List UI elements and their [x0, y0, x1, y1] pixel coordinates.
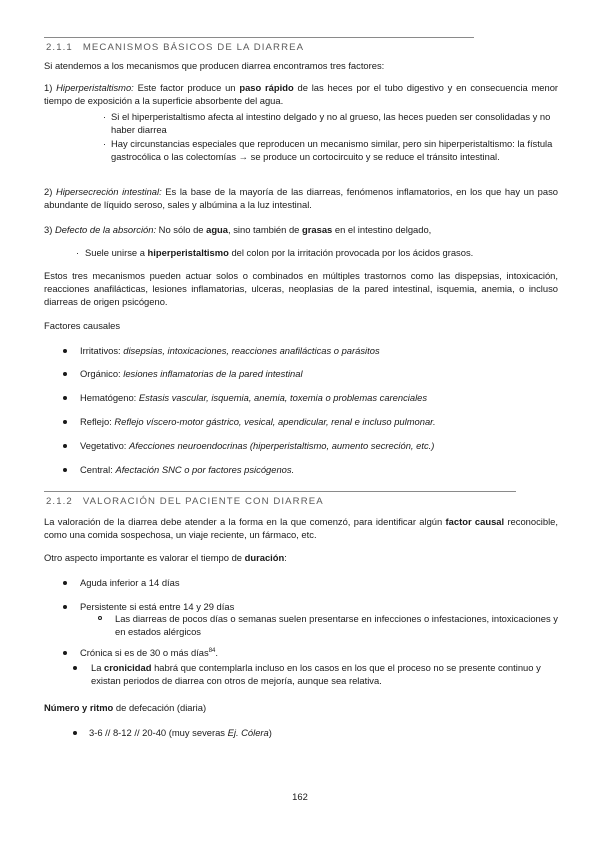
- duration-bold: duración: [244, 552, 285, 563]
- factor-3-bold-a: agua: [206, 224, 228, 235]
- factor-3-bold-b: grasas: [302, 224, 333, 235]
- duration-persistent: Persistente si está entre 14 y 29 días: [80, 601, 235, 612]
- chronicity-bold: cronicidad: [104, 662, 152, 673]
- dash-bullet: ·: [103, 111, 107, 122]
- cause-label: Vegetativo:: [80, 440, 127, 451]
- factor-1-text-b: de las heces por el tubo digestivo y en consecuencia menor tiempo de exposición a la superficie absorbente del agua.: [44, 82, 559, 106]
- factor-1-sub-1: Si el hiperperistaltismo afecta al intestino delgado y no al grueso, las heces pueden ser consolidadas y no haber diarrea: [111, 111, 551, 135]
- bullet-dot: [63, 605, 67, 609]
- cause-desc: lesiones inflamatorias de la pared intestinal: [123, 368, 303, 379]
- assessment-text-a: La valoración de la diarrea debe atender a la forma en la que comenzó, para identificar algún: [44, 516, 443, 527]
- bullet-dot: [63, 396, 67, 400]
- assessment-bold: factor causal: [445, 516, 505, 527]
- rhythm-text: de defecación (diaria): [115, 702, 207, 713]
- chronicity-note: [91, 661, 558, 687]
- causes-title: Factores causales: [44, 320, 121, 331]
- factor-3-number: 3): [44, 224, 53, 235]
- factor-3-sub-text-b: del colon por la irritación provocada por los ácidos grasos.: [231, 247, 474, 258]
- duration-intro: [44, 551, 287, 564]
- section-heading-2-1-2: [46, 495, 324, 508]
- factor-3-sub-bold: hiperperistaltismo: [147, 247, 229, 258]
- rhythm-bold: Número y ritmo: [44, 702, 114, 713]
- cause-item: [80, 367, 303, 380]
- bullet-hollow: [98, 616, 102, 620]
- intro-text: Si atendemos a los mecanismos que producen diarrea encontramos tres factores:: [44, 60, 385, 71]
- dash-bullet: ·: [103, 138, 107, 149]
- cause-label: Orgánico:: [80, 368, 121, 379]
- cause-desc: disepsias, intoxicaciones, reacciones anafilácticas o parásitos: [123, 345, 380, 356]
- factor-3-sub: [85, 246, 555, 259]
- cause-label: Central:: [80, 464, 113, 475]
- chronicity-text-a: La: [91, 662, 102, 673]
- duration-chronic-end: .: [215, 647, 219, 658]
- duration-acute: Aguda inferior a 14 días: [80, 577, 180, 588]
- duration-persistent-sub: Las diarreas de pocos días o semanas suelen presentarse en infecciones o infestaciones, intoxicaciones y en estados alérgicos: [115, 613, 558, 637]
- section-number: 2.1.1: [46, 42, 73, 53]
- cause-label: Reflejo:: [80, 416, 112, 427]
- factor-1-number: 1): [44, 82, 53, 93]
- rhythm-item-text: 3-6 // 8-12 // 20-40 (muy severas: [89, 727, 225, 738]
- section-title: MECANISMOS BÁSICOS DE LA DIARREA: [82, 42, 305, 53]
- bullet-dot: [63, 420, 67, 424]
- section-number: 2.1.2: [46, 496, 73, 507]
- cause-item: [80, 415, 436, 428]
- factor-2-number: 2): [44, 186, 53, 197]
- cause-desc: Afecciones neuroendocrinas (hiperperistaltismo, aumento secreción, etc.): [129, 440, 435, 451]
- factor-3-text-b: , sino también de: [228, 224, 300, 235]
- duration-intro-text: Otro aspecto importante es valorar el tiempo de: [44, 552, 243, 563]
- factor-3-sub-text-a: Suele unirse a: [85, 247, 145, 258]
- section-rule-top: [44, 37, 474, 38]
- cause-item: [80, 391, 427, 404]
- rhythm-example: Ej. Cólera: [227, 727, 269, 738]
- duration-chronic: [80, 646, 218, 659]
- cause-desc: Reflejo víscero-motor gástrico, vesical, apendicular, renal e incluso pulmonar.: [114, 416, 436, 427]
- rhythm-end: ): [268, 727, 272, 738]
- section-title: VALORACIÓN DEL PACIENTE CON DIARREA: [82, 496, 324, 507]
- factor-1-text-a: Este factor produce un: [137, 82, 236, 93]
- bullet-dot: [63, 349, 67, 353]
- duration-chronic-text: Crónica si es de 30 o más días: [80, 647, 209, 658]
- bullet-dot: [73, 731, 77, 735]
- factor-2-paragraph: [44, 185, 558, 211]
- factor-3-name: Defecto de la absorción:: [54, 224, 157, 235]
- footnote-ref: 84: [208, 648, 216, 654]
- factor-1-name: Hiperperistaltismo:: [56, 82, 134, 93]
- factor-3-paragraph: [44, 223, 558, 236]
- mechanisms-paragraph: Estos tres mecanismos pueden actuar solos o combinados en múltiples trastornos como las dispepsias, intoxicación, reacciones anafilácticas, lesiones inflamatorias, ulceras, neoplasias de la pared intestinal, isquemia, anemia, o incluso diarreas de origen psicógeno.: [44, 270, 558, 307]
- cause-item: [80, 463, 294, 476]
- cause-item: [80, 439, 434, 452]
- chronicity-text-b: habrá que contemplarla incluso en los casos en los que el proceso no se presente continuo y existan periodos de diarrea con otros de mejoría, aunque sea relativa.: [91, 662, 541, 686]
- duration-colon: :: [284, 552, 287, 563]
- section-heading-2-1-1: [46, 41, 304, 54]
- page-number: 162: [292, 791, 308, 802]
- assessment-paragraph: [44, 515, 558, 541]
- bullet-dot: [73, 666, 77, 670]
- bullet-dot: [63, 444, 67, 448]
- rhythm-item: [89, 726, 272, 739]
- bullet-dot: [63, 581, 67, 585]
- factor-1-sub-2: Hay circunstancias especiales que reproducen un mecanismo similar, pero sin hiperperistaltismo: la fístula gastrocólica o las colectomías → se produce un cortocircuito y se reduce el tránsito intestinal.: [111, 138, 553, 162]
- bullet-dot: [63, 372, 67, 376]
- rhythm-title: [44, 701, 206, 714]
- cause-label: Hematógeno:: [80, 392, 137, 403]
- factor-1-bold: paso rápido: [239, 82, 294, 93]
- factor-3-text-c: en el intestino delgado,: [334, 224, 432, 235]
- cause-item: [80, 344, 380, 357]
- dash-bullet: ·: [76, 247, 80, 258]
- factor-2-name: Hipersecreción intestinal:: [55, 186, 162, 197]
- cause-label: Irritativos:: [80, 345, 121, 356]
- cause-desc: Estasis vascular, isquemia, anemia, toxemia o problemas carenciales: [138, 392, 428, 403]
- bullet-dot: [63, 468, 67, 472]
- assessment-text-b: reconocible, como una comida sospechosa, un viaje reciente, un fármaco, etc.: [44, 516, 558, 540]
- section-rule: [44, 491, 516, 492]
- factor-3-text-a: No sólo de: [158, 224, 204, 235]
- factor-1-paragraph: [44, 81, 558, 107]
- factor-2-text: Es la base de la mayoría de las diarreas, fenómenos inflamatorios, en los que hay un paso abundante de líquido seroso, sales y albúmina a la luz intestinal.: [44, 186, 558, 210]
- cause-desc: Afectación SNC o por factores psicógenos.: [115, 464, 295, 475]
- bullet-dot: [63, 651, 67, 655]
